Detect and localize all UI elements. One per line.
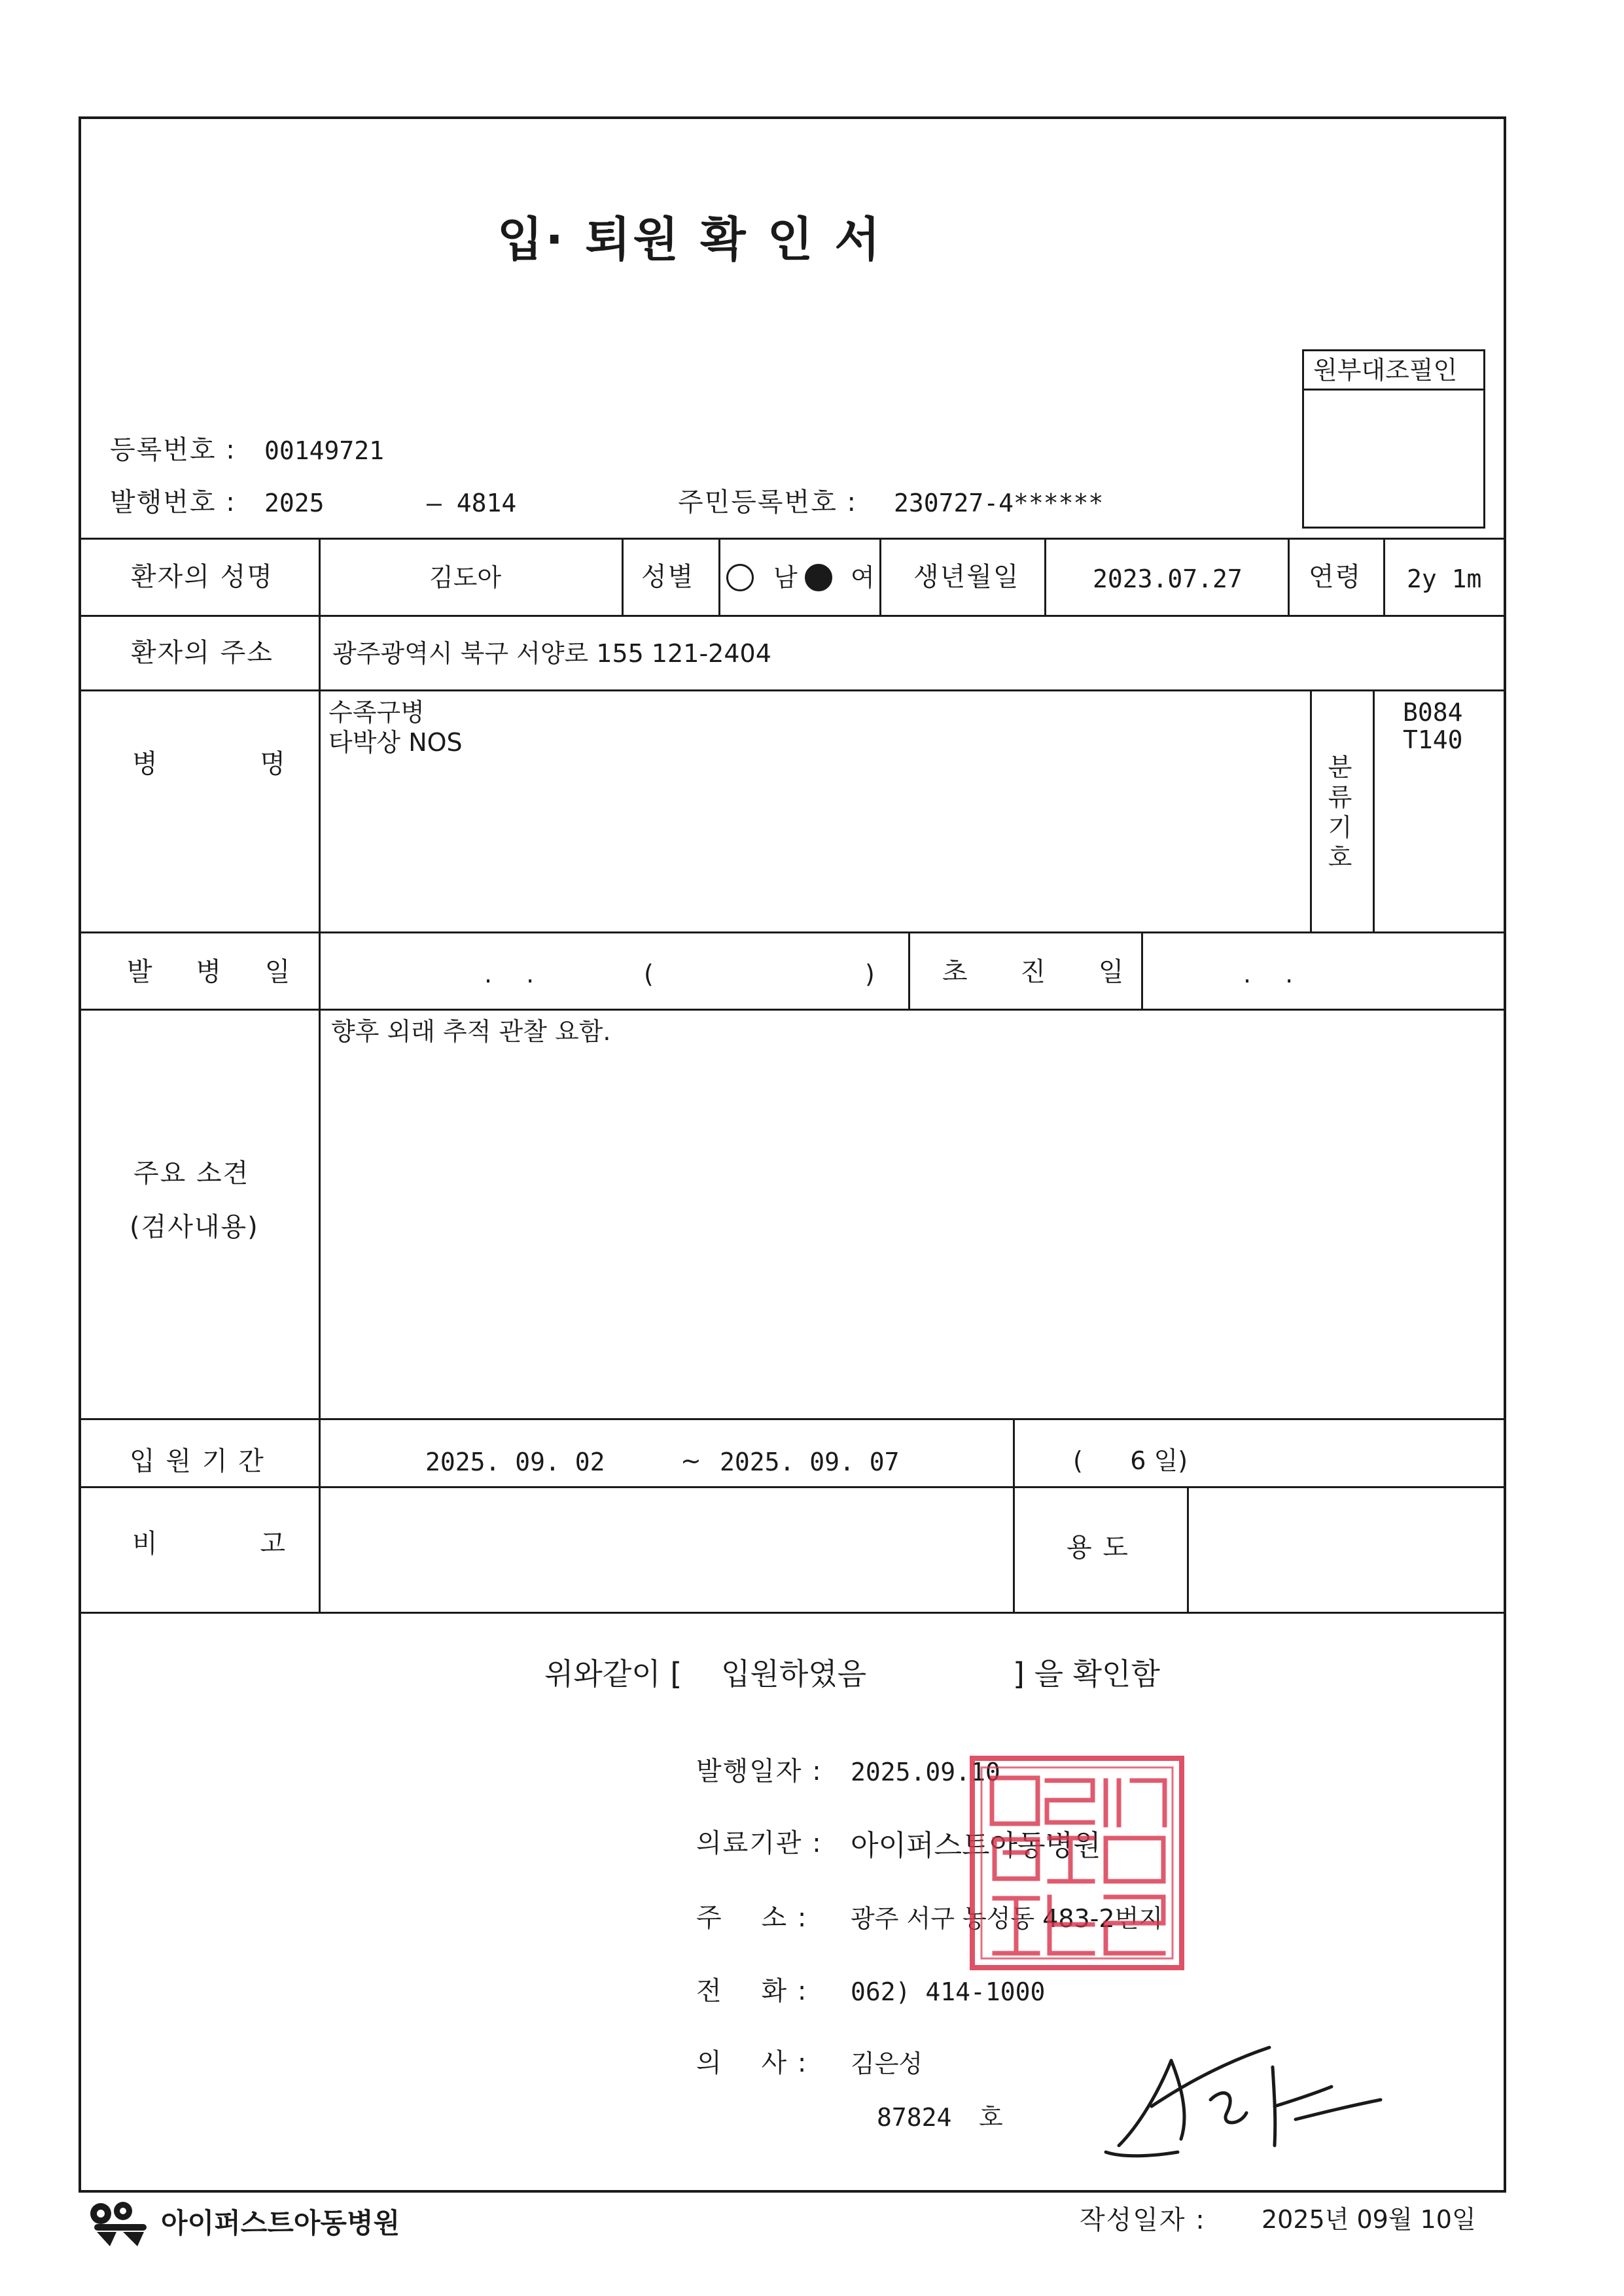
table-top-line: [79, 538, 1506, 540]
admission-separator: ~: [680, 1446, 701, 1475]
registration-number: 00149721: [264, 436, 385, 465]
admission-end: 2025. 09. 07: [720, 1448, 900, 1476]
registration-label: 등록번호 :: [110, 435, 236, 465]
footer-hospital-name: 아이퍼스트아동병원: [161, 2207, 400, 2239]
col-divider: [1288, 538, 1290, 615]
confirmation-suffix: ] 을 확인함: [1013, 1656, 1160, 1692]
hospital-logo-icon: [84, 2198, 156, 2250]
age-label: 연령: [1309, 562, 1362, 592]
col-divider: [1310, 689, 1312, 931]
row-divider: [79, 615, 1506, 617]
issue-year: 2025: [264, 489, 325, 517]
admission-period-label: 입 원 기 간: [130, 1446, 265, 1476]
row-divider: [79, 1612, 1506, 1614]
col-divider: [718, 538, 720, 615]
doctor-license-number: 87824: [877, 2103, 952, 2132]
confirmation-prefix: 위와같이 [: [544, 1656, 682, 1692]
onset-label: 발 병 일: [127, 957, 292, 987]
sex-female-radio[interactable]: [805, 564, 832, 591]
approval-box: [1302, 349, 1485, 529]
col-divider: [1141, 931, 1143, 1009]
issue-date-label: 발행일자 :: [696, 1756, 822, 1786]
diagnosis-item: 타박상 NOS: [328, 728, 463, 757]
sex-male-label: 남: [773, 563, 798, 592]
resident-number: 230727-4******: [894, 489, 1104, 517]
col-divider: [1013, 1418, 1015, 1612]
birth-date-label: 생년월일: [913, 562, 1020, 592]
hospital-phone: 062) 414-1000: [851, 1977, 1046, 2006]
col-divider: [1044, 538, 1046, 615]
diagnosis-label: 병 명: [132, 749, 287, 779]
col-divider: [879, 538, 881, 615]
approval-box-header: [1304, 351, 1483, 391]
label-column-divider: [319, 538, 321, 1612]
row-divider: [79, 1486, 1506, 1488]
doctor-label: 의 사 :: [696, 2048, 808, 2078]
row-divider: [79, 689, 1506, 691]
onset-paren-open: (: [644, 960, 654, 988]
written-date-label: 작성일자 :: [1080, 2205, 1206, 2235]
remarks-label: 비 고: [132, 1529, 287, 1559]
purpose-label: 용 도: [1067, 1533, 1129, 1563]
doctor-name: 김은성: [851, 2049, 923, 2078]
col-divider: [1383, 538, 1385, 615]
admission-start: 2025. 09. 02: [425, 1448, 605, 1476]
col-divider: [908, 931, 910, 1009]
classification-code-label: [1326, 752, 1358, 873]
col-divider: [1373, 689, 1375, 931]
institution-name: 아이퍼스트아동병원: [851, 1829, 1101, 1862]
classification-code-label-text: 분류기호: [1328, 753, 1352, 872]
diagnosis-item: 수족구병: [328, 698, 425, 727]
row-divider: [79, 1418, 1506, 1420]
confirmation-status: 입원하였음: [721, 1656, 867, 1692]
document-title: 입· 퇴원 확 인 서: [497, 212, 883, 267]
onset-value: . .: [484, 960, 535, 988]
patient-name-label: 환자의 성명: [131, 562, 274, 592]
hospital-seal-stamp: [968, 1754, 1186, 1972]
col-divider: [622, 538, 624, 615]
patient-name: 김도아: [429, 563, 502, 592]
approval-box-label: 원부대조필인: [1313, 356, 1458, 385]
sex-male-radio[interactable]: [726, 564, 754, 591]
hospital-address: 광주 서구 농성동 483-2번지: [851, 1904, 1163, 1933]
issue-label: 발행번호 :: [110, 487, 236, 517]
row-divider: [79, 1009, 1506, 1011]
sex-label: 성별: [641, 562, 695, 592]
hospital-address-label: 주 소 :: [696, 1903, 808, 1933]
col-divider: [1187, 1486, 1189, 1612]
institution-label: 의료기관 :: [696, 1828, 822, 1858]
issue-number: — 4814: [427, 489, 517, 517]
doctor-license-suffix: 호: [979, 2103, 1003, 2132]
findings-sublabel: (검사내용): [130, 1212, 259, 1242]
first-visit-value: . .: [1243, 960, 1294, 988]
row-divider: [79, 931, 1506, 933]
findings-label: 주요 소견: [133, 1158, 250, 1189]
patient-address: 광주광역시 북구 서양로 155 121-2404: [332, 639, 771, 668]
classification-code: T140: [1403, 725, 1463, 754]
doctor-signature: [1099, 2021, 1394, 2178]
classification-code: B084: [1403, 698, 1463, 727]
findings-text: 향후 외래 추적 관찰 요함.: [331, 1017, 611, 1046]
resident-label: 주민등록번호 :: [678, 487, 858, 517]
written-date: 2025년 09월 10일: [1262, 2205, 1476, 2234]
first-visit-label: 초 진 일: [942, 957, 1125, 987]
age: 2y 1m: [1407, 565, 1482, 593]
admission-days: ( 6 일): [1073, 1446, 1188, 1475]
issue-date: 2025.09.10: [851, 1758, 1000, 1786]
onset-paren-close: ): [865, 960, 875, 988]
sex-female-label: 여: [851, 563, 875, 592]
birth-date: 2023.07.27: [1093, 565, 1243, 593]
patient-address-label: 환자의 주소: [131, 638, 274, 668]
document-frame: [79, 116, 1506, 2193]
hospital-phone-label: 전 화 :: [696, 1976, 808, 2006]
